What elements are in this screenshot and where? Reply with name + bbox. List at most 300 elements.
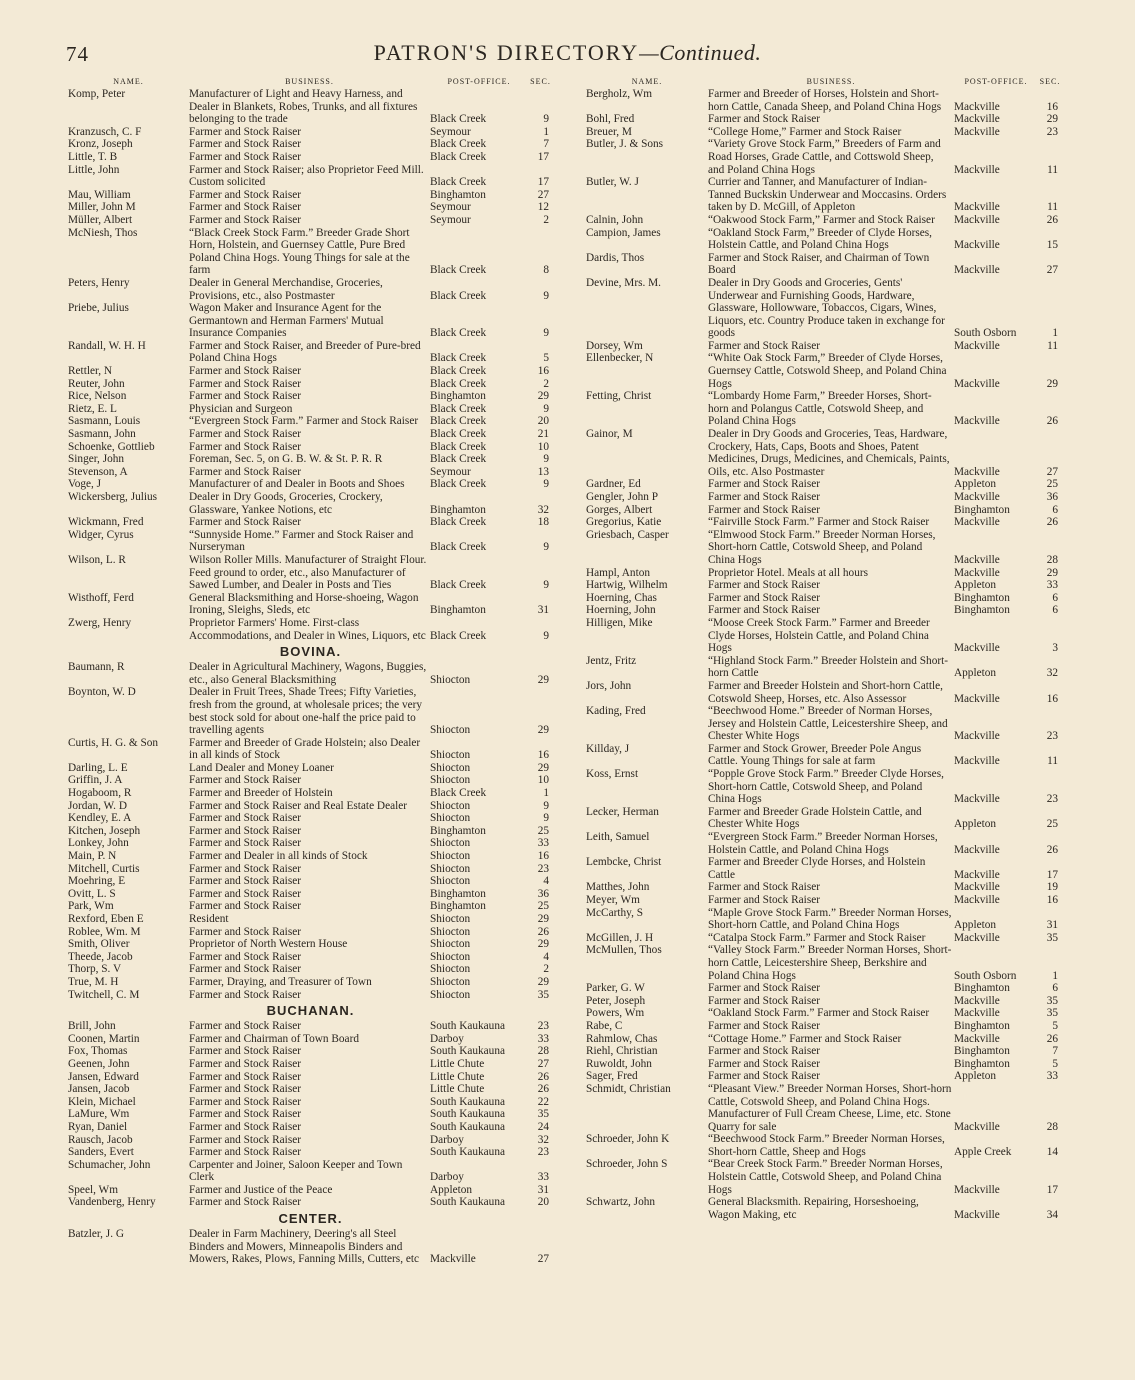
directory-entry xyxy=(68,189,553,202)
entry-sec: 18 xyxy=(537,516,549,529)
entry-business: Farmer and Stock Raiser xyxy=(189,428,301,441)
entry-sec: 33 xyxy=(537,837,549,850)
entry-sec: 25 xyxy=(1046,818,1058,831)
entry-post-office: Seymour xyxy=(430,213,471,226)
entry-business: Dealer in Farm Machinery, Deering's all Steel Binders and Mowers, Minneapolis Binders and Mowers, Rakes, Plows, Fanning Mills, Cutters, etc xyxy=(189,1228,420,1266)
entry-business: Farmer and Stock Raiser xyxy=(708,994,820,1007)
entry-sec: 25 xyxy=(537,824,549,837)
directory-entry xyxy=(586,1083,1062,1133)
directory-entry xyxy=(68,737,553,762)
entry-name: Moehring, E xyxy=(68,875,126,888)
directory-entry xyxy=(68,88,553,126)
entry-business: “Highland Stock Farm.” Breeder Holstein and Short-horn Cattle xyxy=(708,654,949,680)
entry-sec: 29 xyxy=(1046,566,1058,579)
directory-entry xyxy=(68,491,553,516)
entry-post-office: Black Creek xyxy=(430,428,487,441)
entry-sec: 17 xyxy=(537,176,549,189)
left-column xyxy=(68,76,553,1266)
directory-entry xyxy=(68,164,553,189)
entry-sec: 27 xyxy=(537,188,549,201)
entry-post-office: Shiocton xyxy=(430,850,471,863)
entry-business: Farmer and Stock Raiser xyxy=(708,503,820,516)
entry-post-office: Mackville xyxy=(954,566,1000,579)
entry-name: Ovitt, L. S xyxy=(68,887,116,900)
entry-name: Ellenbecker, N xyxy=(586,352,654,365)
entry-post-office: Mackville xyxy=(954,377,1000,390)
entry-post-office: Shiocton xyxy=(430,799,471,812)
directory-entry xyxy=(68,926,553,939)
entry-sec: 36 xyxy=(537,887,549,900)
entry-post-office: Darboy xyxy=(430,1032,464,1045)
entry-sec: 6 xyxy=(1052,503,1058,516)
entry-name: Griffin, J. A xyxy=(68,774,123,787)
entry-sec: 35 xyxy=(537,1108,549,1121)
directory-entry xyxy=(586,352,1062,390)
entry-name: Randall, W. H. H xyxy=(68,339,146,352)
entry-post-office: Black Creek xyxy=(430,579,487,592)
entry-business: Physician and Surgeon xyxy=(189,402,293,415)
entry-post-office: Binghamton xyxy=(430,390,486,403)
entry-name: Sager, Fred xyxy=(586,1070,638,1083)
directory-entry xyxy=(586,1070,1062,1083)
entry-name: Wisthoff, Ferd xyxy=(68,591,134,604)
directory-entry xyxy=(586,655,1062,680)
entry-business: “Beechwood Stock Farm.” Breeder Norman Horses, Short-horn Cattle, Sheep and Hogs xyxy=(708,1133,948,1158)
entry-name: Sasmann, Louis xyxy=(68,415,141,428)
entry-sec: 33 xyxy=(1046,579,1058,592)
entry-post-office: South Kaukauna xyxy=(430,1196,505,1209)
entry-name: Brill, John xyxy=(68,1020,116,1033)
entry-post-office: Little Chute xyxy=(430,1070,485,1083)
entry-sec: 2 xyxy=(543,963,549,976)
entry-business: Farmer and Stock Raiser xyxy=(189,465,301,478)
entry-business: Farmer and Stock Raiser xyxy=(189,812,301,825)
entry-sec: 17 xyxy=(1046,868,1058,881)
entry-post-office: Mackville xyxy=(954,339,1000,352)
entry-sec: 31 xyxy=(537,604,549,617)
entry-name: Ryan, Daniel xyxy=(68,1120,128,1133)
entry-post-office: Shiocton xyxy=(430,913,471,925)
directory-entry xyxy=(68,1020,553,1033)
entry-post-office: Binghamton xyxy=(430,824,486,837)
entry-name: Jordan, W. D xyxy=(68,799,127,812)
entry-business: Dealer in Fruit Trees, Shade Trees; Fifty Varieties, fresh from the ground, at wholesale prices; the very best stock sold for about one-half the price paid to travelling agents xyxy=(189,686,425,737)
directory-entry xyxy=(68,554,553,592)
entry-post-office: Black Creek xyxy=(430,176,487,189)
entry-name: Hilligen, Mike xyxy=(586,616,653,629)
entry-name: Roblee, Wm. M xyxy=(68,925,141,938)
entry-business: Farmer and Breeder of Horses, Holstein and Short-horn Cattle, Canada Sheep, and Poland China Hogs xyxy=(708,88,942,113)
entry-name: Schroeder, John S xyxy=(586,1158,668,1171)
entry-post-office: Darboy xyxy=(430,1133,464,1146)
directory-entry xyxy=(68,661,553,686)
entry-name: McNiesh, Thos xyxy=(68,226,138,239)
entry-post-office: Mackville xyxy=(954,516,1000,529)
entry-sec: 29 xyxy=(537,673,549,686)
entry-post-office: Shiocton xyxy=(430,975,471,988)
entry-sec: 20 xyxy=(537,415,549,428)
entry-name: Jansen, Edward xyxy=(68,1070,139,1083)
entry-post-office: Mackville xyxy=(954,491,1000,503)
directory-entry xyxy=(68,1121,553,1134)
entry-sec: 5 xyxy=(543,352,549,365)
directory-entry xyxy=(68,888,553,901)
entry-post-office: Mackville xyxy=(954,1183,1000,1196)
entry-business: “Variety Grove Stock Farm,” Breeders of Farm and Road Horses, Grade Cattle, and Cottswold Sheep, and Poland China Hogs xyxy=(708,138,944,176)
entry-post-office: Shiocton xyxy=(430,862,471,875)
entry-sec: 27 xyxy=(1046,465,1058,478)
directory-entry xyxy=(586,604,1062,617)
entry-post-office: South Kaukauna xyxy=(430,1020,505,1033)
entry-sec: 29 xyxy=(537,975,549,988)
entry-sec: 23 xyxy=(1046,793,1058,806)
entry-business: Farmer and Stock Raiser xyxy=(189,900,301,913)
entry-name: Vandenberg, Henry xyxy=(68,1196,156,1209)
entry-sec: 16 xyxy=(1046,894,1058,906)
directory-entry xyxy=(68,428,553,441)
entry-business: “Evergreen Stock Farm.” Breeder Norman Horses, Holstein Cattle, and Poland China Hogs xyxy=(708,831,941,856)
entry-business: “Catalpa Stock Farm.” Farmer and Stock Raiser xyxy=(708,931,926,944)
directory-entry xyxy=(586,227,1062,252)
directory-entry xyxy=(586,907,1062,932)
entry-business: Farmer and Stock Raiser xyxy=(708,982,820,995)
entry-post-office: Black Creek xyxy=(430,453,487,466)
directory-entry xyxy=(68,1033,553,1046)
entry-post-office: Mackville xyxy=(954,1032,1000,1045)
entry-post-office: Appleton xyxy=(954,667,997,680)
entry-name: Matthes, John xyxy=(586,881,650,894)
entry-sec: 21 xyxy=(537,428,549,441)
entry-sec: 7 xyxy=(1052,1045,1058,1058)
entry-sec: 23 xyxy=(1046,125,1058,138)
directory-entry xyxy=(68,875,553,888)
directory-entry xyxy=(68,812,553,825)
entry-name: Griesbach, Casper xyxy=(586,528,669,541)
entry-post-office: Appleton xyxy=(954,478,997,491)
entry-post-office: South Osborn xyxy=(954,969,1017,982)
directory-entry xyxy=(68,1058,553,1071)
directory-entry xyxy=(586,138,1062,176)
entry-business: Farmer and Stock Raiser, and Chairman of Town Board xyxy=(708,251,933,277)
entry-sec: 5 xyxy=(1052,1057,1058,1070)
entry-business: Farmer and Stock Raiser xyxy=(189,988,301,1001)
directory-entry xyxy=(68,1096,553,1109)
entry-sec: 29 xyxy=(537,724,549,737)
entry-post-office: Mackville xyxy=(954,465,1000,478)
directory-entry xyxy=(68,516,553,529)
entry-name: Thorp, S. V xyxy=(68,963,122,976)
entry-business: Farmer and Stock Raiser xyxy=(189,1057,301,1070)
entry-sec: 16 xyxy=(537,850,549,863)
directory-entry xyxy=(68,963,553,976)
directory-entry xyxy=(68,913,553,926)
entry-name: Smith, Oliver xyxy=(68,938,130,951)
entry-post-office: Mackville xyxy=(954,125,1000,138)
entry-business: Resident xyxy=(189,913,229,925)
entry-business: Farmer and Stock Raiser xyxy=(189,516,301,529)
entry-post-office: Black Creek xyxy=(430,541,487,554)
entry-name: Müller, Albert xyxy=(68,213,133,226)
directory-entry xyxy=(586,680,1062,705)
directory-entry xyxy=(68,214,553,227)
entry-sec: 35 xyxy=(537,988,549,1001)
entry-name: Peters, Henry xyxy=(68,276,130,289)
entry-sec: 32 xyxy=(537,1133,549,1146)
entry-business: Farmer and Stock Raiser xyxy=(189,875,301,888)
header-post-office: POST-OFFICE. xyxy=(447,77,511,86)
entry-business: Farmer and Chairman of Town Board xyxy=(189,1032,359,1045)
entry-business: “Evergreen Stock Farm.” Farmer and Stock Raiser xyxy=(189,415,419,428)
entry-sec: 33 xyxy=(1046,1070,1058,1083)
entry-post-office: Mackville xyxy=(954,755,1000,768)
entry-name: Riehl, Christian xyxy=(586,1045,658,1058)
entry-name: McCarthy, S xyxy=(586,906,644,919)
entry-business: Farmer and Stock Raiser xyxy=(189,1108,301,1121)
entry-business: Farmer and Stock Raiser xyxy=(189,925,301,938)
entry-name: Fox, Thomas xyxy=(68,1045,128,1058)
directory-entry xyxy=(68,762,553,775)
page-title-text: PATRON'S DIRECTORY xyxy=(373,40,640,65)
directory-entry xyxy=(68,365,553,378)
entry-post-office: Mackville xyxy=(954,163,1000,176)
entry-business: Farmer and Stock Raiser xyxy=(189,950,301,963)
entry-post-office: South Osborn xyxy=(954,327,1017,340)
header-name: NAME. xyxy=(631,77,663,86)
entry-name: Widger, Cyrus xyxy=(68,528,134,541)
entry-post-office: Shiocton xyxy=(430,774,471,787)
directory-entry xyxy=(586,491,1062,504)
entry-business: Farmer and Stock Raiser xyxy=(708,1019,820,1032)
directory-entry xyxy=(586,1033,1062,1046)
entry-name: Parker, G. W xyxy=(586,982,645,995)
entry-business: Dealer in Dry Goods and Groceries, Gents' Underwear and Furnishing Goods, Hardware, Glassware, Hollowware, Tobaccos, Cigars, Wines, Liquors, etc. Country Produce taken in exchange for goods xyxy=(708,276,948,340)
entry-sec: 14 xyxy=(1046,1145,1058,1158)
entry-sec: 16 xyxy=(537,749,549,762)
entry-name: Schroeder, John K xyxy=(586,1133,670,1146)
entry-name: Kading, Fred xyxy=(586,705,646,718)
entry-name: Kendley, E. A xyxy=(68,812,132,825)
directory-entry xyxy=(586,592,1062,605)
directory-entry xyxy=(68,951,553,964)
entry-name: Rahmlow, Chas xyxy=(586,1032,658,1045)
entry-sec: 11 xyxy=(1047,201,1058,214)
entry-post-office: Black Creek xyxy=(430,289,487,302)
directory-entry xyxy=(586,113,1062,126)
directory-entry xyxy=(68,403,553,416)
directory-entry xyxy=(586,504,1062,517)
directory-entry xyxy=(586,1133,1062,1158)
entry-sec: 34 xyxy=(1046,1208,1058,1221)
entry-sec: 9 xyxy=(543,289,549,302)
entry-sec: 9 xyxy=(543,799,549,812)
entry-business: Manufacturer of and Dealer in Boots and Shoes xyxy=(189,478,405,491)
entry-name: Little, John xyxy=(68,163,120,176)
directory-entry xyxy=(586,1058,1062,1071)
entry-business: Dealer in Dry Goods, Groceries, Crockery, Glassware, Yankee Notions, etc xyxy=(189,491,386,516)
entry-post-office: Appleton xyxy=(954,1070,997,1083)
entry-post-office: Shiocton xyxy=(430,724,471,737)
entry-business: Farmer and Stock Raiser xyxy=(189,1020,301,1033)
entry-sec: 16 xyxy=(1046,100,1058,113)
entry-post-office: Mackville xyxy=(954,642,1000,655)
entry-sec: 23 xyxy=(1046,730,1058,743)
directory-entry xyxy=(68,340,553,365)
directory-entry xyxy=(68,378,553,391)
entry-sec: 27 xyxy=(537,1253,549,1266)
right-column xyxy=(586,76,1062,1221)
entry-name: Rabe, C xyxy=(586,1019,623,1032)
directory-entry xyxy=(68,800,553,813)
entry-sec: 32 xyxy=(537,503,549,516)
directory-entry xyxy=(586,705,1062,743)
directory-entry xyxy=(68,617,553,642)
directory-entry xyxy=(586,340,1062,353)
entry-post-office: Mackville xyxy=(954,1007,1000,1020)
entry-business: Farmer and Stock Raiser xyxy=(189,837,301,850)
entry-name: Rice, Nelson xyxy=(68,390,127,403)
header-business: BUSINESS. xyxy=(285,77,334,86)
entry-post-office: Binghamton xyxy=(954,982,1010,995)
entry-post-office: Black Creek xyxy=(430,440,487,453)
entry-sec: 6 xyxy=(1052,604,1058,617)
entry-post-office: Black Creek xyxy=(430,352,487,365)
entry-name: Little, T. B xyxy=(68,150,118,163)
entry-business: “Moose Creek Stock Farm.” Farmer and Breeder Clyde Horses, Holstein Cattle, and Poland China Hogs xyxy=(708,616,933,655)
entry-sec: 23 xyxy=(537,1146,549,1159)
entry-post-office: Black Creek xyxy=(430,327,487,340)
entry-business: “Oakland Stock Farm.” Farmer and Stock Raiser xyxy=(708,1007,930,1020)
entry-post-office: Mackville xyxy=(430,1253,476,1266)
entry-sec: 36 xyxy=(1046,491,1058,503)
entry-post-office: Black Creek xyxy=(430,402,487,415)
directory-entry xyxy=(586,995,1062,1008)
entry-post-office: Mackville xyxy=(954,264,1000,277)
entry-sec: 29 xyxy=(1046,113,1058,126)
entry-business: Farmer and Stock Raiser, and Breeder of Pure-bred Poland China Hogs xyxy=(189,339,424,365)
entry-business: “Pleasant View.” Breeder Norman Horses, Short-horn Cattle, Cotswold Sheep, and Poland China Hogs. Manufacturer of Full Cream Cheese, Lime, etc. Stone Quarry for sale xyxy=(708,1082,954,1133)
entry-business: Farmer and Stock Raiser xyxy=(189,125,301,138)
directory-entry xyxy=(586,1007,1062,1020)
entry-post-office: Darboy xyxy=(430,1171,464,1184)
entry-sec: 4 xyxy=(543,875,549,888)
entry-business: Farmer and Stock Raiser xyxy=(189,1146,301,1159)
entry-sec: 35 xyxy=(1046,1007,1058,1020)
entry-business: “Cottage Home.” Farmer and Stock Raiser xyxy=(708,1032,902,1045)
entry-name: Stevenson, A xyxy=(68,465,128,478)
entry-name: Fetting, Christ xyxy=(586,390,652,403)
directory-entry xyxy=(586,478,1062,491)
entry-sec: 29 xyxy=(537,390,549,403)
directory-entry xyxy=(68,415,553,428)
entry-business: Farmer and Stock Raiser xyxy=(189,1120,301,1133)
entry-post-office: Black Creek xyxy=(430,150,487,163)
entry-name: Wickmann, Fred xyxy=(68,516,144,529)
entry-name: Gainor, M xyxy=(586,428,633,441)
entry-business: “Popple Grove Stock Farm.” Breeder Clyde Horses, Short-horn Cattle, Cotswold Sheep, and Poland China Hogs xyxy=(708,768,947,806)
entry-business: Farmer and Stock Raiser xyxy=(189,862,301,875)
entry-name: Komp, Peter xyxy=(68,88,126,100)
entry-business: Farmer and Breeder Holstein and Short-horn Cattle, Cotswold Sheep, Horses, etc. Also Assessor xyxy=(708,679,946,705)
entry-name: Jansen, Jacob xyxy=(68,1083,130,1096)
entry-sec: 13 xyxy=(537,465,549,478)
entry-business: Farmer and Dealer in all kinds of Stock xyxy=(189,850,368,863)
entry-post-office: Apple Creek xyxy=(954,1145,1012,1158)
entry-business: Farmer, Draying, and Treasurer of Town xyxy=(189,975,372,988)
entry-business: Proprietor Hotel. Meals at all hours xyxy=(708,566,869,579)
entry-sec: 1 xyxy=(543,787,549,800)
entry-business: Farmer and Stock Raiser xyxy=(189,824,301,837)
entry-sec: 26 xyxy=(537,1083,549,1096)
directory-entry xyxy=(68,774,553,787)
entry-name: Priebe, Julius xyxy=(68,302,129,315)
entry-post-office: Black Creek xyxy=(430,138,487,151)
entry-name: Koss, Ernst xyxy=(586,768,639,781)
entry-name: Lonkey, John xyxy=(68,837,129,850)
entry-sec: 12 xyxy=(537,201,549,214)
entry-business: Farmer and Stock Raiser xyxy=(189,440,301,453)
entry-sec: 26 xyxy=(1046,516,1058,529)
entry-business: Farmer and Breeder of Holstein xyxy=(189,787,333,800)
entry-sec: 29 xyxy=(537,938,549,951)
directory-entry xyxy=(586,1020,1062,1033)
entry-business: Farmer and Stock Raiser xyxy=(708,894,820,906)
directory-entry xyxy=(586,768,1062,806)
entry-name: Singer, John xyxy=(68,453,125,466)
directory-entry xyxy=(68,850,553,863)
page-title-continued: —Continued. xyxy=(639,40,762,65)
entry-sec: 28 xyxy=(537,1045,549,1058)
entry-post-office: Mackville xyxy=(954,692,1000,705)
entry-post-office: Seymour xyxy=(430,125,471,138)
entry-name: Calnin, John xyxy=(586,213,644,226)
entry-business: Farmer and Stock Raiser xyxy=(189,138,301,151)
entry-business: Proprietor Farmers' Home. First-class Accommodations, and Dealer in Wines, Liquors, etc xyxy=(189,616,426,642)
entry-name: Batzler, J. G xyxy=(68,1228,125,1241)
header-name: NAME. xyxy=(113,77,144,86)
entry-post-office: Mackville xyxy=(954,843,1000,856)
directory-entry xyxy=(68,302,553,340)
entry-name: Meyer, Wm xyxy=(586,894,640,906)
entry-sec: 15 xyxy=(1046,239,1058,252)
entry-sec: 10 xyxy=(537,774,549,787)
entry-name: Breuer, M xyxy=(586,125,632,138)
entry-sec: 16 xyxy=(537,365,549,378)
entry-business: Farmer and Stock Raiser xyxy=(708,881,820,894)
entry-sec: 11 xyxy=(1047,755,1058,768)
directory-entry xyxy=(68,787,553,800)
entry-business: Farmer and Stock Raiser xyxy=(189,201,301,214)
entry-business: “Valley Stock Farm.” Breeder Norman Horses, Short-horn Cattle, Leicestershire Sheep, Berkshire and Poland China Hogs xyxy=(708,944,952,982)
entry-post-office: South Kaukauna xyxy=(430,1108,505,1121)
entry-sec: 1 xyxy=(1052,327,1058,340)
entry-name: Schmidt, Christian xyxy=(586,1082,671,1095)
entry-name: Peter, Joseph xyxy=(586,994,646,1007)
directory-entry xyxy=(586,176,1062,214)
entry-post-office: Shiocton xyxy=(430,875,471,888)
entry-sec: 23 xyxy=(537,1020,549,1033)
entry-sec: 7 xyxy=(543,138,549,151)
entry-name: Miller, John M xyxy=(68,201,136,214)
directory-entry xyxy=(68,1071,553,1084)
entry-business: Farmer and Stock Raiser xyxy=(708,113,820,126)
entry-business: Farmer and Breeder of Grade Holstein; also Dealer in all kinds of Stock xyxy=(189,736,424,762)
entry-name: McGillen, J. H xyxy=(586,931,654,944)
entry-sec: 10 xyxy=(537,440,549,453)
directory-entry xyxy=(68,478,553,491)
entry-post-office: Mackville xyxy=(954,1208,1000,1221)
entry-post-office: Binghamton xyxy=(430,503,486,516)
entry-name: Gardner, Ed xyxy=(586,478,641,491)
